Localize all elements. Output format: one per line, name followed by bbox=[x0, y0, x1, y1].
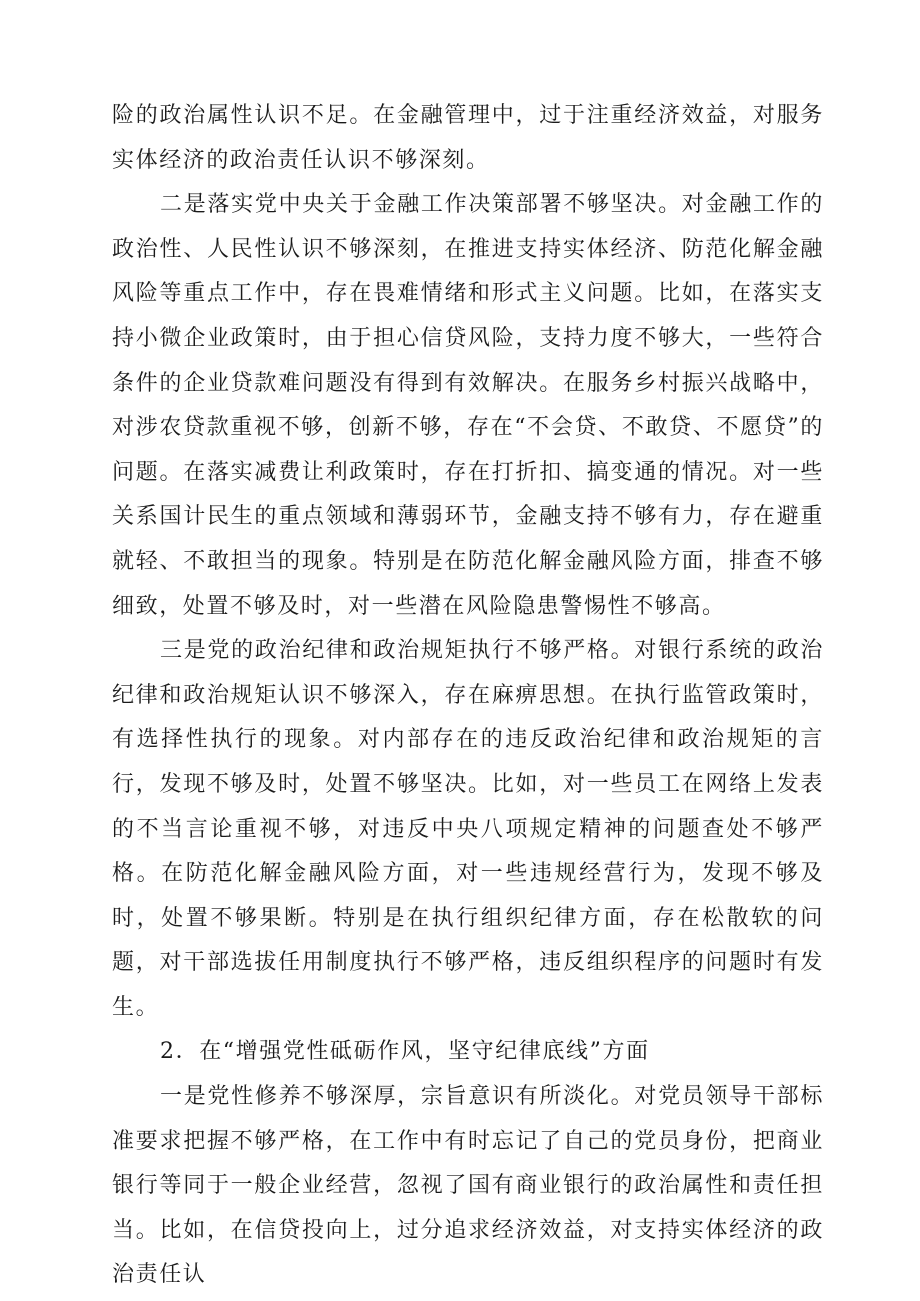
paragraph-continuation: 险的政治属性认识不足。在金融管理中，过于注重经济效益，对服务实体经济的政治责任认识不够深刻。 bbox=[112, 103, 824, 173]
paragraph-point-one-section-two: 一是党性修养不够深厚，宗旨意识有所淡化。对党员领导干部标准要求把握不够严格，在工作中有时忘记了自己的党员身份，把商业银行等同于一般企业经营，忽视了国有商业银行的政治属性和责任担当。比如，在信贷投向上，过分追求经济效益，对支持实体经济的政治责任认 bbox=[112, 1084, 824, 1288]
paragraph-point-two: 二是落实党中央关于金融工作决策部署不够坚决。对金融工作的政治性、人民性认识不够深刻，在推进支持实体经济、防范化解金融风险等重点工作中，存在畏难情绪和形式主义问题。比如，在落实支持小微企业政策时，由于担心信贷风险，支持力度不够大，一些符合条件的企业贷款难问题没有得到有效解决。在服务乡村振兴战略中，对涉农贷款重视不够，创新不够，存在“不会贷、不敢贷、不愿贷”的问题。在落实减费让利政策时，存在打折扣、搞变通的情况。对一些关系国计民生的重点领域和薄弱环节，金融支持不够有力，存在避重就轻、不敢担当的现象。特别是在防范化解金融风险方面，排查不够细致，处置不够及时，对一些潜在风险隐患警惕性不够高。 bbox=[112, 192, 824, 619]
paragraph-point-three: 三是党的政治纪律和政治规矩执行不够严格。对银行系统的政治纪律和政治规矩认识不够深入，存在麻痹思想。在执行监管政策时，有选择性执行的现象。对内部存在的违反政治纪律和政治规矩的言行，发现不够及时，处置不够坚决。比如，对一些员工在网络上发表的不当言论重视不够，对违反中央八项规定精神的问题查处不够严格。在防范化解金融风险方面，对一些违规经营行为，发现不够及时，处置不够果断。特别是在执行组织纪律方面，存在松散软的问题，对干部选拔任用制度执行不够严格，违反组织程序的问题时有发生。 bbox=[112, 638, 824, 1020]
document-body bbox=[112, 94, 824, 1298]
section-heading: 2．在“增强党性砥砺作风，坚守纪律底线”方面 bbox=[160, 1039, 650, 1065]
